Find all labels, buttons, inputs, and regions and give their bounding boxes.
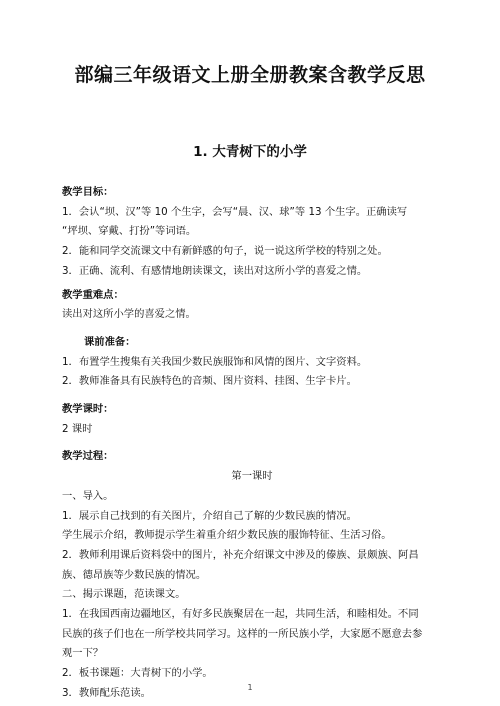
process-line: 二、揭示课题，范读课文。: [62, 588, 186, 601]
spacer: [62, 392, 442, 400]
process-heading: 教学过程：: [62, 450, 114, 463]
objective-line: 1．会认“坝、汉”等 10 个生字，会写“晨、汉、球”等 13 个生字。正确读写: [62, 205, 408, 218]
objective-line: 2．能和同学交流课文中有新鲜感的句子，说一说这所学校的特别之处。: [62, 245, 388, 258]
preparation-heading: 课前准备：: [84, 335, 136, 348]
process-line: 2．板书课题：大青树下的小学。: [62, 667, 213, 680]
process-line: 3．教师配乐范读。: [62, 686, 151, 699]
preparation-line: 1．布置学生搜集有关我国少数民族服饰和风情的图片、文字资料。: [62, 355, 368, 368]
process-line: 族、德昂族等少数民族的情况。: [62, 568, 207, 581]
objective-line: “坪坝、穿戴、打扮”等词语。: [62, 225, 197, 238]
objective-line: 3．正确、流利、有感情地朗读课文，读出对这所小学的喜爱之情。: [62, 264, 368, 277]
process-line: 一、导入。: [62, 489, 114, 502]
spacer: [62, 175, 442, 183]
process-line: 民族的孩子们也在一所学校共同学习。这样的一所民族小学，大家愿不愿意去参: [62, 627, 423, 640]
process-line: 1．在我国西南边疆地区，有好多民族聚居在一起，共同生活，和睦相处。不同: [62, 608, 419, 621]
process-line: 观一下？: [62, 647, 104, 660]
process-line: 2．教师利用课后资料袋中的图片，补充介绍课文中涉及的傣族、景颇族、阿昌: [62, 548, 419, 561]
objectives-heading: 教学目标：: [62, 186, 114, 198]
hours-text: 2 课时: [62, 422, 93, 435]
spacer: [62, 439, 442, 447]
preparation-line: 2．教师准备具有民族特色的音频、图片资料、挂图、生字卡片。: [62, 375, 357, 388]
spacer: [62, 325, 442, 333]
key-points-text: 读出对这所小学的喜爱之情。: [62, 308, 196, 321]
page-number: 1: [247, 683, 253, 692]
process-line: 1．展示自己找到的有关图片，介绍自己了解的少数民族的情况。: [62, 509, 357, 522]
hours-heading: 教学课时：: [62, 403, 114, 416]
lesson-title: 1. 大青树下的小学: [193, 144, 307, 160]
document-body: [62, 175, 442, 704]
document-title: 部编三年级语文上册全册教案含教学反思: [74, 64, 426, 86]
process-line: 学生展示介绍，教师提示学生着重介绍少数民族的服饰特征、生活习俗。: [62, 529, 392, 542]
session-title: 第一课时: [231, 470, 273, 483]
key-points-heading: 教学重难点：: [62, 288, 124, 301]
